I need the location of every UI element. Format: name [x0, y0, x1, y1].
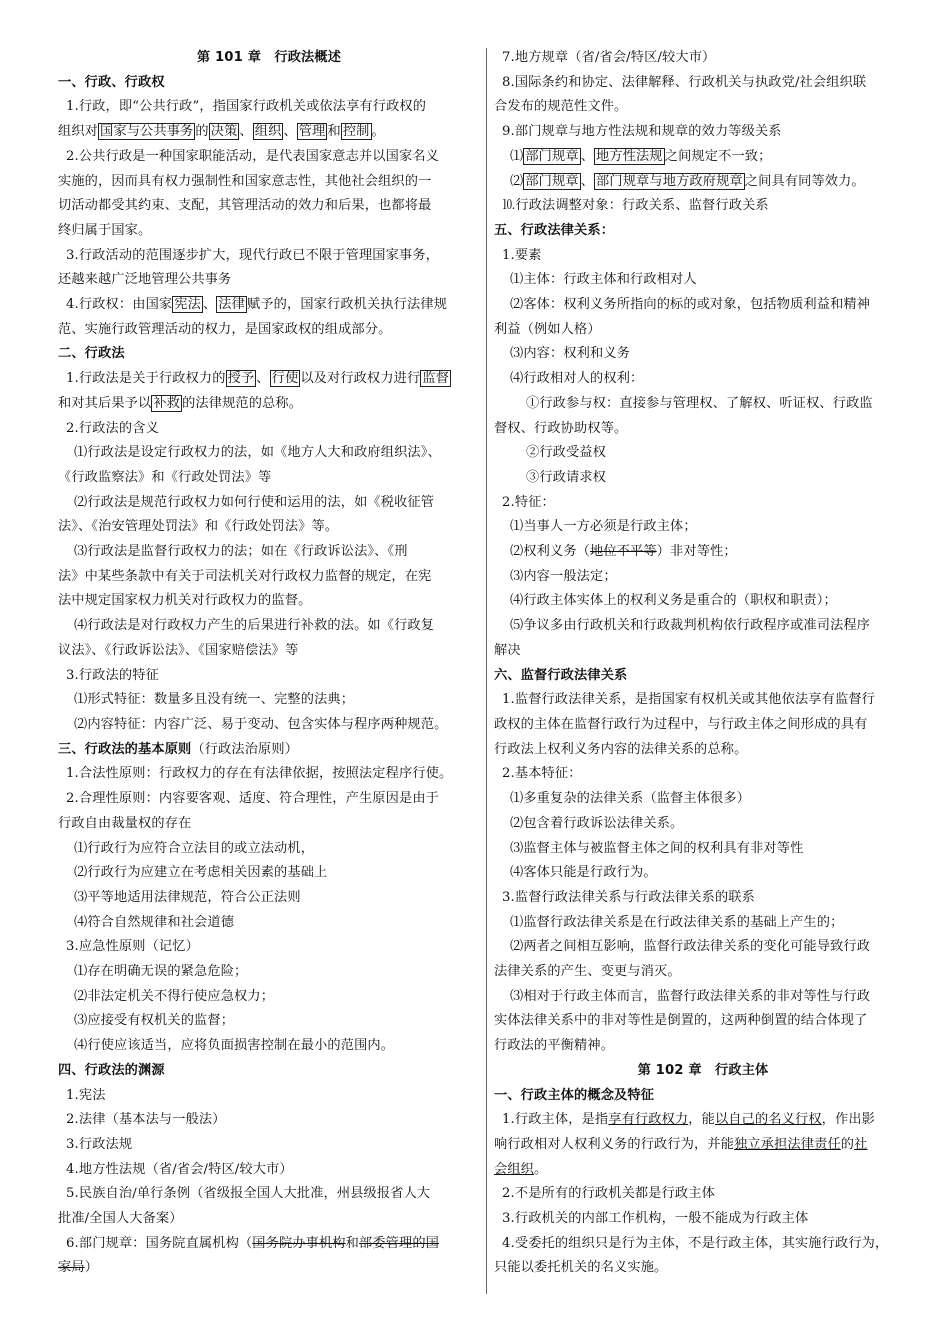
- text-line: [58, 145, 480, 170]
- text-line: [494, 762, 912, 787]
- text-segment: ⑵行政法是规范行政权力如何行使和运用的法，如《税收征管: [74, 494, 435, 510]
- text-segment: 、: [580, 148, 595, 164]
- text-line: [58, 911, 480, 936]
- text-segment: 4.受委托的组织只是行为主体，不是行政主体，其实施行政行为，: [502, 1235, 889, 1251]
- text-segment: ①行政参与权：直接参与管理权、了解权、听证权、行政监: [526, 395, 873, 411]
- text-segment: 1.要素: [502, 247, 542, 263]
- underlined-term: 独立承担法律责任: [734, 1136, 841, 1152]
- chapter-title: [494, 1059, 912, 1084]
- text-segment: 五、行政法律关系：: [494, 222, 615, 238]
- text-line: [494, 935, 912, 960]
- section-heading: [58, 1059, 480, 1084]
- text-segment: 范、实施行政管理活动的权力，是国家政权的组成部分。: [58, 321, 392, 337]
- text-line: [58, 837, 480, 862]
- section-heading: [494, 1084, 912, 1109]
- text-line: [58, 515, 480, 540]
- boxed-term: 地方性法规: [596, 148, 663, 164]
- text-line: [494, 170, 912, 195]
- text-segment: 2.基本特征：: [502, 766, 582, 782]
- text-line: [494, 565, 912, 590]
- underlined-term: 社: [854, 1136, 868, 1152]
- text-line: [58, 1256, 480, 1281]
- column-divider: [486, 48, 487, 1294]
- text-segment: ⑷行政相对人的权利：: [510, 371, 644, 387]
- text-line: [58, 392, 480, 417]
- text-line: [58, 120, 480, 145]
- text-line: [58, 491, 480, 516]
- text-line: [494, 1108, 912, 1133]
- section-heading: [494, 219, 912, 244]
- text-segment: 7.地方规章（省/省会/特区/较大市）: [502, 50, 716, 65]
- text-segment: 利益（例如人格）: [494, 321, 601, 337]
- chapter-title: [58, 46, 480, 71]
- text-segment: ③行政请求权: [526, 469, 607, 485]
- text-line: [58, 565, 480, 590]
- text-segment: 和对其后果予以: [58, 395, 152, 411]
- text-segment: ，能: [688, 1112, 715, 1128]
- text-line: [58, 219, 480, 244]
- text-segment: 、: [202, 297, 217, 313]
- text-segment: 二、行政法: [58, 346, 125, 362]
- text-segment: （行政法治原则）: [191, 741, 299, 757]
- text-segment: 、: [256, 371, 270, 387]
- boxed-term: 控制: [342, 124, 370, 140]
- text-segment: 1.宪法: [66, 1087, 106, 1103]
- text-segment: ⑷符合自然规律和社会道德: [74, 914, 235, 930]
- text-segment: ⑷行政法是对行政权力产生的后果进行补救的法。如《行政复: [74, 618, 435, 634]
- text-segment: ⑴当事人一方必须是行政主体；: [510, 519, 697, 535]
- text-segment: ⑵客体：权利义务所指向的标的或对象，包括物质利益和精神: [510, 297, 871, 313]
- text-segment: 法》、《治安管理处罚法》和《行政处罚法》等。: [58, 519, 339, 535]
- text-segment: 、: [283, 124, 297, 140]
- text-segment: 3.行政法的特征: [66, 667, 159, 683]
- struck-text: 部委管理的国: [359, 1235, 440, 1251]
- text-segment: 实体法律关系中的非对等性是倒置的，这两种倒置的结合体现了: [494, 1013, 868, 1029]
- text-line: [494, 960, 912, 985]
- text-segment: ⑴监督行政法律关系是在行政法律关系的基础上产生的；: [510, 914, 844, 930]
- text-line: [494, 515, 912, 540]
- text-segment: ⑶内容：权利和义务: [510, 346, 631, 362]
- text-segment: 和: [327, 124, 341, 140]
- text-segment: ⒑行政法调整对象：行政关系、监督行政关系: [502, 198, 769, 214]
- text-line: [494, 318, 912, 343]
- text-segment: 2.不是所有的行政机关都是行政主体: [502, 1186, 715, 1202]
- text-segment: ⑵行政行为应建立在考虑相关因素的基础上: [74, 865, 328, 881]
- text-line: [494, 268, 912, 293]
- struck-text: 国务院办事机构: [252, 1235, 346, 1251]
- text-line: [58, 1034, 480, 1059]
- text-segment: 政权的主体在监督行政行为过程中，与行政主体之间形成的具有: [494, 716, 868, 732]
- text-line: [494, 71, 912, 96]
- text-line: [494, 738, 912, 763]
- text-segment: 。: [371, 124, 385, 140]
- text-line: [494, 1009, 912, 1034]
- boxed-term: 法律: [218, 297, 245, 313]
- text-line: [494, 1256, 912, 1281]
- text-segment: 和: [345, 1235, 359, 1251]
- text-segment: 四、行政法的渊源: [58, 1062, 165, 1078]
- struck-text: 家局: [58, 1260, 85, 1276]
- left-column: [58, 46, 480, 1281]
- text-segment: 。: [534, 1161, 548, 1177]
- text-segment: 的: [195, 124, 209, 140]
- text-segment: 之间规定不一致；: [664, 148, 772, 164]
- text-segment: 批准/全国人大备案）: [58, 1211, 183, 1227]
- text-segment: 、: [580, 173, 595, 189]
- text-line: [58, 466, 480, 491]
- text-line: [58, 713, 480, 738]
- text-segment: 督权、行政协助权等。: [494, 420, 628, 436]
- text-segment: 行政自由裁量权的存在: [58, 815, 192, 831]
- text-line: [58, 762, 480, 787]
- text-segment: ⑶监督主体与被监督主体之间的权利具有非对等性: [510, 840, 804, 856]
- text-segment: 3.行政法规: [66, 1136, 133, 1152]
- text-segment: ⑵权利义务（: [510, 544, 591, 560]
- text-segment: ⑵包含着行政诉讼法律关系。: [510, 815, 684, 831]
- text-segment: 响行政相对人权利义务的行政行为，并能: [494, 1136, 735, 1152]
- text-segment: 2.法律（基本法与一般法）: [66, 1112, 226, 1128]
- text-segment: 1.合法性原则：行政权力的存在有法律依据，按照法定程序行使。: [66, 766, 453, 782]
- text-line: [494, 985, 912, 1010]
- text-segment: 2.合理性原则：内容要客观、适度、符合理性，产生原因是由于: [66, 791, 439, 807]
- text-segment: ⑴存在明确无误的紧急危险；: [74, 964, 248, 980]
- text-line: [58, 268, 480, 293]
- text-segment: 1.行政，即“公共行政”，指国家行政机关或依法享有行政权的: [66, 99, 427, 115]
- text-line: [58, 318, 480, 343]
- underlined-term: 会组织: [494, 1161, 535, 1177]
- text-segment: 以及对行政权力进行: [300, 371, 421, 387]
- text-line: [58, 985, 480, 1010]
- text-segment: 赋予的，国家行政机关执行法律规: [246, 297, 448, 313]
- text-line: [494, 1182, 912, 1207]
- boxed-term: 部门规章: [525, 148, 579, 164]
- text-line: [58, 293, 480, 318]
- text-segment: 之间具有同等效力。: [744, 173, 865, 189]
- text-segment: 3.应急性原则（记忆）: [66, 939, 199, 955]
- text-line: [494, 614, 912, 639]
- text-segment: 法中规定国家权力机关对行政权力的监督。: [58, 593, 312, 609]
- text-line: [494, 392, 912, 417]
- text-line: [58, 1009, 480, 1034]
- text-line: [494, 441, 912, 466]
- text-line: [494, 1158, 912, 1183]
- text-segment: 1.行政主体，是指: [502, 1112, 609, 1128]
- text-segment: 一、行政、行政权: [58, 74, 165, 90]
- text-line: [58, 787, 480, 812]
- text-segment: ⑷客体只能是行政行为。: [510, 865, 657, 881]
- text-line: [494, 861, 912, 886]
- boxed-term: 授予: [227, 371, 255, 387]
- boxed-term: 监督: [422, 371, 450, 387]
- text-line: [58, 194, 480, 219]
- text-segment: ⑴形式特征：数量多且没有统一、完整的法典；: [74, 692, 355, 708]
- text-segment: 三、行政法的基本原则: [58, 741, 192, 757]
- text-segment: 1.行政法是关于行政权力的: [66, 371, 226, 387]
- boxed-term: 国家与公共事务: [100, 124, 194, 140]
- boxed-term: 宪法: [174, 297, 201, 313]
- text-line: [494, 886, 912, 911]
- text-segment: 一、行政主体的概念及特征: [494, 1087, 655, 1103]
- text-line: [494, 367, 912, 392]
- text-segment: 1.监督行政法律关系，是指国家有权机关或其他依法享有监督行: [502, 692, 875, 708]
- boxed-term: 部门规章: [525, 173, 579, 189]
- text-segment: ⑶平等地适用法律规范，符合公正法则: [74, 889, 301, 905]
- text-line: [494, 491, 912, 516]
- text-line: [494, 1207, 912, 1232]
- boxed-term: 管理: [298, 124, 326, 140]
- text-segment: 还越来越广泛地管理公共事务: [58, 272, 232, 288]
- text-line: [494, 911, 912, 936]
- text-line: [494, 1133, 912, 1158]
- underlined-term: 以自己的名义行权: [714, 1112, 822, 1128]
- text-segment: ⑴多重复杂的法律关系（监督主体很多）: [510, 791, 751, 807]
- text-segment: 组织对: [58, 124, 99, 140]
- section-heading: [58, 342, 480, 367]
- text-segment: ⑶相对于行政主体而言，监督行政法律关系的非对等性与行政: [510, 988, 871, 1004]
- text-segment: ）非对等性；: [656, 544, 737, 560]
- text-segment: 只能以委托机关的名义实施。: [494, 1260, 668, 1276]
- text-segment: 5.民族自治/单行条例（省级报全国人大批准，州县级报省人大: [66, 1186, 431, 1202]
- text-segment: ⑷行使应该适当，应将负面损害控制在最小的范围内。: [74, 1038, 395, 1054]
- text-line: [494, 812, 912, 837]
- text-segment: 3.监督行政法律关系与行政法律关系的联系: [502, 889, 755, 905]
- text-segment: ，作出影: [821, 1112, 876, 1128]
- section-heading: [494, 664, 912, 689]
- text-segment: ）: [84, 1260, 99, 1276]
- text-segment: ⑴: [510, 148, 524, 164]
- text-segment: 、: [239, 124, 253, 140]
- boxed-term: 行使: [271, 371, 299, 387]
- boxed-term: 补救: [153, 395, 181, 411]
- boxed-term: 部门规章与地方政府规章: [596, 173, 743, 189]
- section-heading: [58, 738, 480, 763]
- text-segment: 议法》、《行政诉讼法》、《国家赔偿法》等: [58, 642, 299, 658]
- struck-text: 地位不平等: [590, 544, 657, 560]
- text-line: [58, 244, 480, 269]
- text-segment: ⑵内容特征：内容广泛、易于变动、包含实体与程序两种规范。: [74, 716, 448, 732]
- text-segment: ⑸争议多由行政机关和行政裁判机构依行政程序或准司法程序: [510, 618, 871, 634]
- text-segment: 3.行政活动的范围逐步扩大，现代行政已不限于管理国家事务，: [66, 247, 439, 263]
- text-line: [494, 145, 912, 170]
- text-line: [58, 540, 480, 565]
- text-segment: ⑴行政行为应符合立法目的或立法动机，: [74, 840, 315, 856]
- text-line: [58, 1158, 480, 1183]
- text-segment: ⑶应接受有权机关的监督；: [74, 1013, 235, 1029]
- text-segment: 行政法上权利义务内容的法律关系的总称。: [494, 741, 748, 757]
- text-line: [58, 960, 480, 985]
- text-line: [58, 886, 480, 911]
- text-line: [58, 664, 480, 689]
- text-line: [58, 1182, 480, 1207]
- text-line: [494, 120, 912, 145]
- boxed-term: 组织: [254, 124, 282, 140]
- text-line: [58, 1084, 480, 1109]
- text-segment: ⑴主体：行政主体和行政相对人: [510, 272, 697, 288]
- section-heading: [58, 71, 480, 96]
- text-line: [58, 95, 480, 120]
- text-line: [58, 1232, 480, 1257]
- text-line: [58, 935, 480, 960]
- text-line: [58, 170, 480, 195]
- text-segment: ⑵: [510, 173, 524, 189]
- text-line: [58, 614, 480, 639]
- text-line: [58, 1207, 480, 1232]
- text-line: [494, 244, 912, 269]
- text-line: [58, 589, 480, 614]
- text-line: [494, 417, 912, 442]
- text-segment: 4.行政权：由国家: [66, 297, 173, 313]
- boxed-term: 决策: [210, 124, 238, 140]
- text-line: [494, 95, 912, 120]
- text-line: [58, 367, 480, 392]
- text-segment: ⑵非法定机关不得行使应急权力；: [74, 988, 275, 1004]
- text-segment: ⑵两者之间相互影响，监督行政法律关系的变化可能导致行政: [510, 939, 871, 955]
- text-line: [494, 713, 912, 738]
- text-segment: 2.行政法的含义: [66, 420, 159, 436]
- text-line: [58, 1133, 480, 1158]
- text-segment: 3.行政机关的内部工作机构，一般不能成为行政主体: [502, 1211, 809, 1227]
- text-line: [494, 293, 912, 318]
- text-segment: 2.特征：: [502, 494, 555, 510]
- text-line: [494, 1232, 912, 1257]
- text-segment: 的法律规范的总称。: [182, 395, 303, 411]
- text-segment: 合发布的规范性文件。: [494, 99, 628, 115]
- text-segment: 第 102 章 行政主体: [637, 1062, 769, 1078]
- underlined-term: 享有行政权力: [608, 1112, 689, 1128]
- text-segment: ⑷行政主体实体上的权利义务是重合的（职权和职责）；: [510, 593, 837, 609]
- text-segment: 2.公共行政是一种国家职能活动，是代表国家意志并以国家名义: [66, 148, 439, 164]
- text-segment: ⑶行政法是监督行政权力的法；如在《行政诉讼法》、《刑: [74, 544, 408, 560]
- text-segment: ②行政受益权: [526, 445, 607, 461]
- text-segment: ⑶内容一般法定；: [510, 568, 617, 584]
- text-line: [494, 787, 912, 812]
- text-segment: 六、监督行政法律关系: [494, 667, 628, 683]
- text-segment: 法》中某些条款中有关于司法机关对行政权力监督的规定，在宪: [58, 568, 432, 584]
- text-line: [58, 417, 480, 442]
- text-line: [494, 342, 912, 367]
- text-line: [494, 589, 912, 614]
- text-segment: 终归属于国家。: [58, 222, 152, 238]
- text-line: [58, 812, 480, 837]
- text-segment: 法律关系的产生、变更与消灭。: [494, 964, 681, 980]
- text-segment: 8.国际条约和协定、法律解释、行政机关与执政党/社会组织联: [502, 74, 867, 90]
- text-line: [494, 540, 912, 565]
- text-line: [494, 46, 912, 71]
- text-segment: 实施的，因而具有权力强制性和国家意志性，其他社会组织的一: [58, 173, 432, 189]
- text-line: [494, 1034, 912, 1059]
- text-segment: 的: [840, 1136, 855, 1152]
- text-segment: 9.部门规章与地方性法规和规章的效力等级关系: [502, 124, 782, 140]
- text-line: [58, 688, 480, 713]
- text-line: [58, 441, 480, 466]
- text-line: [494, 639, 912, 664]
- text-segment: ⑴行政法是设定行政权力的法，如《地方人大和政府组织法》、: [74, 445, 441, 461]
- text-line: [58, 861, 480, 886]
- text-line: [58, 1108, 480, 1133]
- text-segment: 行政法的平衡精神。: [494, 1038, 615, 1054]
- right-column: [494, 46, 912, 1281]
- text-segment: 《行政监察法》和《行政处罚法》等: [58, 469, 272, 485]
- text-line: [494, 466, 912, 491]
- text-segment: 解决: [494, 642, 521, 658]
- text-line: [494, 688, 912, 713]
- text-line: [58, 639, 480, 664]
- text-segment: 切活动都受其约束、支配，其管理活动的效力和后果，也都将最: [58, 198, 432, 214]
- text-segment: 4.地方性法规（省/省会/特区/较大市）: [66, 1161, 293, 1177]
- text-line: [494, 837, 912, 862]
- text-line: [494, 194, 912, 219]
- text-segment: 第 101 章 行政法概述: [196, 50, 342, 65]
- text-segment: 6.部门规章：国务院直属机构（: [66, 1235, 253, 1251]
